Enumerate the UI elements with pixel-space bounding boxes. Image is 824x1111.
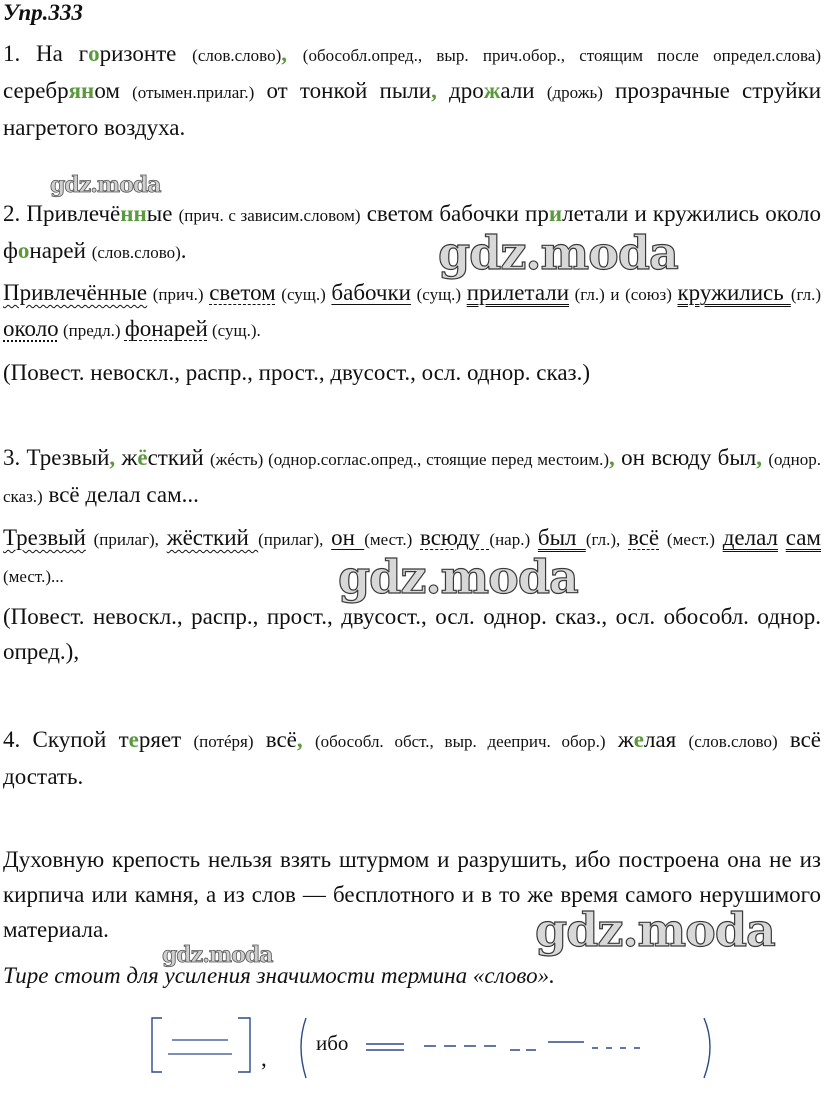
main-clause-lines bbox=[168, 1040, 232, 1054]
exercise-title: Упр.333 bbox=[3, 0, 83, 25]
scheme-drawing bbox=[0, 1010, 824, 1100]
sentence-4: 4. Скупой теряет (потéря) всё, (обособл. обст., выр. дееприч. обор.) желая (слов.слово) всё достать. bbox=[3, 727, 822, 789]
scheme-conjunction: ибо bbox=[316, 1031, 349, 1055]
subordinate-clause-lines bbox=[366, 1042, 646, 1050]
watermark: gdz.moda bbox=[535, 903, 775, 957]
sentence-2: 2. Привлечённые (прич. с зависим.словом) светом бабочки прилетали и кружились около фонарей (слов.слово). bbox=[3, 201, 821, 263]
sentence-scheme bbox=[0, 1010, 824, 1100]
sentence-3-summary: (Повест. невоскл., распр., прост., двусост., осл. однор. сказ., осл. обособл. однор. опред.), bbox=[3, 604, 821, 664]
sentence-1: 1. На горизонте (слов.слово), (обособл.опред., выр. прич.обор., стоящим после определ.слова) серебряном (отымен.прилаг.) от тонкой пыли, дрожали (дрожь) прозрачные струйки нагретого воздуха. bbox=[3, 41, 822, 140]
subordinate-clause-parens bbox=[301, 1018, 710, 1078]
main-clause-brackets bbox=[152, 1018, 250, 1072]
scheme-comma: , bbox=[261, 1046, 267, 1071]
dash-note: Тире стоит для усиления значимости термина «слово». bbox=[3, 963, 555, 988]
sentence-5: Духовную крепость нельзя взять штурмом и разрушить, ибо построена она не из кирпича или камня, а из слов — бесплотного и в то же время самого нерушимого материала. bbox=[3, 847, 821, 942]
watermark: gdz.moda bbox=[338, 550, 578, 604]
sentence-3-parse: Трезвый (прилаг), жёсткий (прилаг), он (мест.) всюду (нар.) был (гл.), всё (мест.) делал сам (мест.)... bbox=[3, 525, 821, 586]
sentence-2-parse: Привлечённые (прич.) светом (сущ.) бабочки (сущ.) прилетали (гл.) и (союз) кружились (гл.) около (предл.) фонарей (сущ.). bbox=[3, 280, 822, 341]
watermark: gdz.moda bbox=[438, 226, 678, 280]
sentence-3: 3. Трезвый, жёсткий (жéсть) (однор.соглас.опред., стоящие перед местоим.), он всюду был, (однор. сказ.) всё делал сам... bbox=[3, 445, 821, 507]
sentence-2-summary: (Повест. невоскл., распр., прост., двусост., осл. однор. сказ.) bbox=[3, 360, 591, 385]
watermark: gdz.moda bbox=[50, 172, 161, 198]
watermark: gdz.moda bbox=[162, 942, 273, 968]
